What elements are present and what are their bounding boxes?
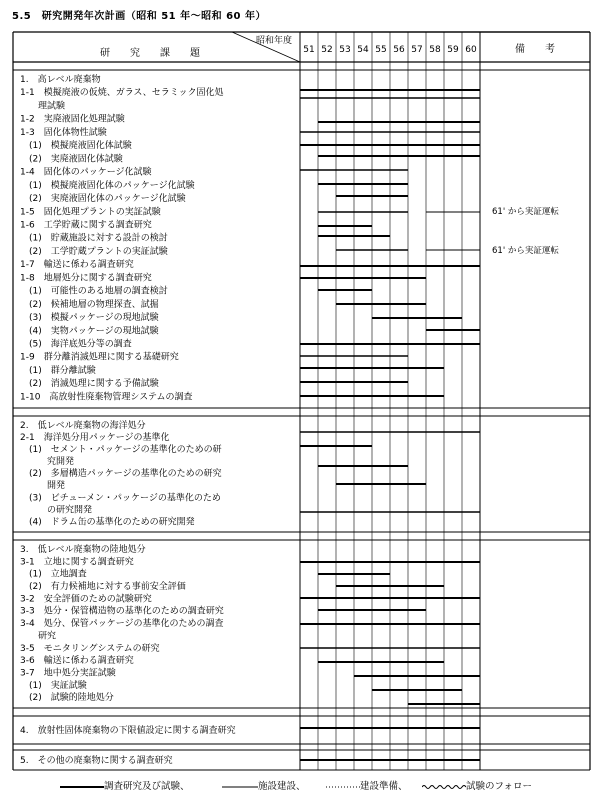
header-year: 52 — [321, 45, 333, 55]
row-label: 開発 — [20, 481, 66, 492]
row-label: 1-9 群分離消滅処理に関する基礎研究 — [20, 352, 179, 363]
row-label: 3-6 輸送に係わる調査研究 — [20, 656, 134, 667]
row-label: 1-2 実廃液固化処理試験 — [20, 114, 125, 125]
row-label: (2) 候補地層の物理探査、試掘 — [20, 299, 159, 310]
header-year: 56 — [393, 45, 405, 55]
row-label: (5) 海洋底処分等の調査 — [20, 339, 132, 350]
row-label: 3. 低レベル廃棄物の陸地処分 — [20, 545, 146, 555]
row-label: 1-8 地層処分に関する調査研究 — [20, 273, 152, 284]
row-label: (1) 模擬廃液固化体のパッケージ化試験 — [20, 180, 195, 191]
row-label: (1) 貯蔵施設に対する設計の検討 — [20, 233, 168, 244]
row-label: (1) 実証試験 — [20, 680, 87, 691]
header-year: 58 — [429, 45, 441, 55]
row-label: (2) 実廃液固化体試験 — [20, 154, 123, 165]
header-year: 57 — [411, 45, 423, 55]
legend-research: 調査研究及び試験、 — [60, 778, 190, 792]
row-label: (1) 群分離試験 — [20, 365, 96, 376]
solid-line-icon — [60, 784, 104, 790]
remark: 61' から実証運転 — [492, 246, 559, 256]
row-label: (1) 可能性のある地層の調査検討 — [20, 286, 168, 297]
header-year: 53 — [339, 45, 351, 55]
header-year: 55 — [375, 45, 387, 55]
row-label: 研究 — [20, 631, 57, 642]
dotted-line-icon — [326, 784, 360, 790]
header-year: 54 — [357, 45, 369, 55]
row-label: 1-1 模擬廃液の仮焼、ガラス、セラミック固化処 — [20, 88, 224, 99]
legend-followup: 試験のフォロー — [422, 778, 532, 792]
header-year: 59 — [447, 45, 459, 55]
header-remarks: 備 考 — [515, 44, 555, 55]
row-label: 3-7 地中処分実証試験 — [20, 668, 116, 679]
legend-construction: 施設建設、 — [222, 778, 306, 792]
legend-preparation: 建設準備、 — [326, 778, 408, 792]
row-label: 1-5 固化処理プラントの実証試験 — [20, 207, 161, 218]
thin-line-icon — [222, 784, 258, 790]
row-label: 3-1 立地に関する調査研究 — [20, 557, 134, 568]
row-label: (1) 模擬廃液固化体試験 — [20, 141, 132, 152]
row-label: (3) 模擬パッケージの現地試験 — [20, 313, 159, 324]
row-label: (2) 有力候補地に対する事前安全評価 — [20, 582, 186, 593]
row-label: 2. 低レベル廃棄物の海洋処分 — [20, 421, 146, 431]
remark: 61' から実証運転 — [492, 207, 559, 217]
row-label: (3) ビチューメン・パッケージの基準化のため — [20, 493, 221, 504]
row-label: 1. 高レベル廃棄物 — [20, 75, 101, 85]
row-label: 2-1 海洋処分用パッケージの基準化 — [20, 433, 170, 444]
header-year: 51 — [303, 45, 315, 55]
row-label: (2) 実廃液固化体のパッケージ化試験 — [20, 194, 186, 205]
wavy-line-icon — [422, 784, 466, 790]
row-label: 3-4 処分、保管パッケージの基準化のための調査 — [20, 619, 224, 630]
row-label: 1-10 高放射性廃棄物管理システムの調査 — [20, 392, 193, 403]
row-label: (2) 工学貯蔵プラントの実証試験 — [20, 246, 168, 257]
row-label: 5. その他の廃棄物に関する調査研究 — [20, 756, 173, 766]
row-label: (2) 消滅処理に関する予備試験 — [20, 379, 159, 390]
row-label: 理試験 — [20, 101, 66, 112]
row-label: 3-2 安全評価のための試験研究 — [20, 594, 152, 605]
row-label: 究開発 — [20, 457, 75, 468]
page-title: 5.5 研究開発年次計画（昭和 51 年～昭和 60 年） — [12, 11, 266, 22]
row-label: 1-7 輸送に係わる調査研究 — [20, 260, 134, 271]
header-fiscal-year: 昭和年度 — [256, 36, 293, 46]
row-label: (4) ドラム缶の基準化のための研究開発 — [20, 517, 195, 528]
row-label: (2) 試験的陸地処分 — [20, 693, 114, 704]
row-label: (1) 立地調査 — [20, 569, 87, 580]
header-subject: 研 究 課 題 — [100, 48, 200, 59]
row-label: 1-6 工学貯蔵に関する調査研究 — [20, 220, 152, 231]
row-label: の研究開発 — [20, 505, 93, 516]
header-year: 60 — [465, 45, 477, 55]
row-label: (2) 多層構造パッケージの基準化のための研究 — [20, 469, 222, 480]
row-label: 1-4 固化体のパッケージ化試験 — [20, 167, 152, 178]
row-label: 1-3 固化体物性試験 — [20, 127, 107, 138]
row-label: 3-3 処分・保管構造物の基準化のための調査研究 — [20, 606, 224, 617]
row-label: 4. 放射性固体廃棄物の下限値設定に関する調査研究 — [20, 726, 236, 736]
row-label: (1) セメント・パッケージの基準化のための研 — [20, 445, 222, 456]
row-label: 3-5 モニタリングシステムの研究 — [20, 643, 160, 654]
row-label: (4) 実物パッケージの現地試験 — [20, 326, 159, 337]
